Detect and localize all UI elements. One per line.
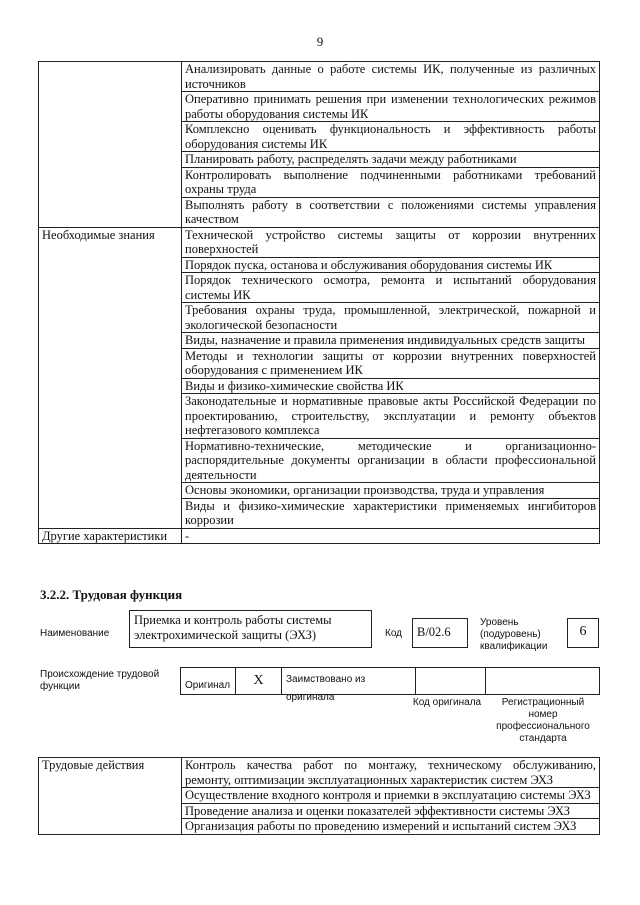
knowledge-label: Необходимые знания: [39, 227, 182, 528]
action-item: Организация работы по проведению измерений и испытаний систем ЭХЗ: [182, 819, 600, 835]
skill-item: Планировать работу, распределять задачи между работниками: [182, 152, 600, 168]
origin-label: Происхождение трудовой функции: [40, 669, 160, 692]
labor-actions-table: [38, 757, 600, 835]
function-code-box: B/02.6: [412, 618, 468, 648]
knowledge-item: Нормативно-технические, методические и организационно-распорядительные документы организации в области профессиональной деятельности: [182, 438, 600, 483]
knowledge-item: Виды и физико-химические свойства ИК: [182, 378, 600, 394]
skill-item: Выполнять работу в соответствии с положениями системы управления качеством: [182, 197, 600, 227]
registration-number-cell: [486, 668, 599, 694]
action-item: Осуществление входного контроля и приемки в эксплуатацию системы ЭХЗ: [182, 788, 600, 804]
skill-item: Оперативно принимать решения при изменении технологических режимов работы оборудования системы ИК: [182, 92, 600, 122]
knowledge-item: Требования охраны труда, промышленной, электрической, пожарной и экологической безопасности: [182, 303, 600, 333]
borrowed-label: Заимствовано из оригинала: [286, 674, 366, 703]
skill-item: Комплексно оценивать функциональность и эффективность работы оборудования системы ИК: [182, 122, 600, 152]
knowledge-item: Основы экономики, организации производства, труда и управления: [182, 483, 600, 499]
function-level-box: 6: [567, 618, 599, 648]
section-title: 3.2.2. Трудовая функция: [40, 587, 183, 602]
action-item: Контроль качества работ по монтажу, техническому обслуживанию, ремонту, оптимизации эксплуатационных характеристик систем ЭХЗ: [182, 758, 600, 788]
name-label: Наименование: [40, 628, 110, 639]
knowledge-item: Технической устройство системы защиты от коррозии внутренних поверхностей: [182, 227, 600, 257]
code-caption: Код оригинала: [412, 697, 482, 708]
actions-label: Трудовые действия: [39, 758, 182, 835]
table-row: [39, 528, 600, 544]
knowledge-item: Порядок пуска, останова и обслуживания оборудования системы ИК: [182, 257, 600, 273]
skill-item: Анализировать данные о работе системы ИК, полученные из различных источников: [182, 62, 600, 92]
table-row: [39, 758, 600, 788]
registration-caption: Регистрационный номер профессионального стандарта: [496, 697, 590, 744]
knowledge-item: Методы и технологии защиты от коррозии внутренних поверхностей оборудования с применением ИК: [182, 348, 600, 378]
original-code-cell: [416, 668, 486, 694]
knowledge-item: Порядок технического осмотра, ремонта и испытаний оборудования системы ИК: [182, 273, 600, 303]
level-label: Уровень (подуровень) квалификации: [480, 617, 548, 652]
knowledge-item: Виды и физико-химические характеристики применяемых ингибиторов коррозии: [182, 498, 600, 528]
table-row: [39, 62, 600, 92]
table-row: [39, 227, 600, 257]
skills-knowledge-table: [38, 61, 600, 544]
skill-item: Контролировать выполнение подчиненными работниками требований охраны труда: [182, 167, 600, 197]
action-item: Проведение анализа и оценки показателей эффективности системы ЭХЗ: [182, 803, 600, 819]
other-label: Другие характеристики: [39, 528, 182, 544]
page-number: 9: [316, 34, 324, 49]
skills-label-cell: [39, 62, 182, 228]
borrowed-cell: [282, 668, 416, 703]
original-label: Оригинал: [185, 680, 231, 691]
knowledge-item: Виды, назначение и правила применения индивидуальных средств защиты: [182, 333, 600, 349]
other-value: -: [182, 528, 600, 544]
code-label: Код: [385, 628, 403, 639]
function-name-box: Приемка и контроль работы системы электрохимической защиты (ЭХЗ): [129, 610, 372, 648]
knowledge-item: Законодательные и нормативные правовые акты Российской Федерации по проектированию, строительству, эксплуатации и ремонту объектов нефтегазового комплекса: [182, 394, 600, 439]
original-cell: [181, 668, 236, 694]
original-mark: X: [236, 668, 282, 694]
